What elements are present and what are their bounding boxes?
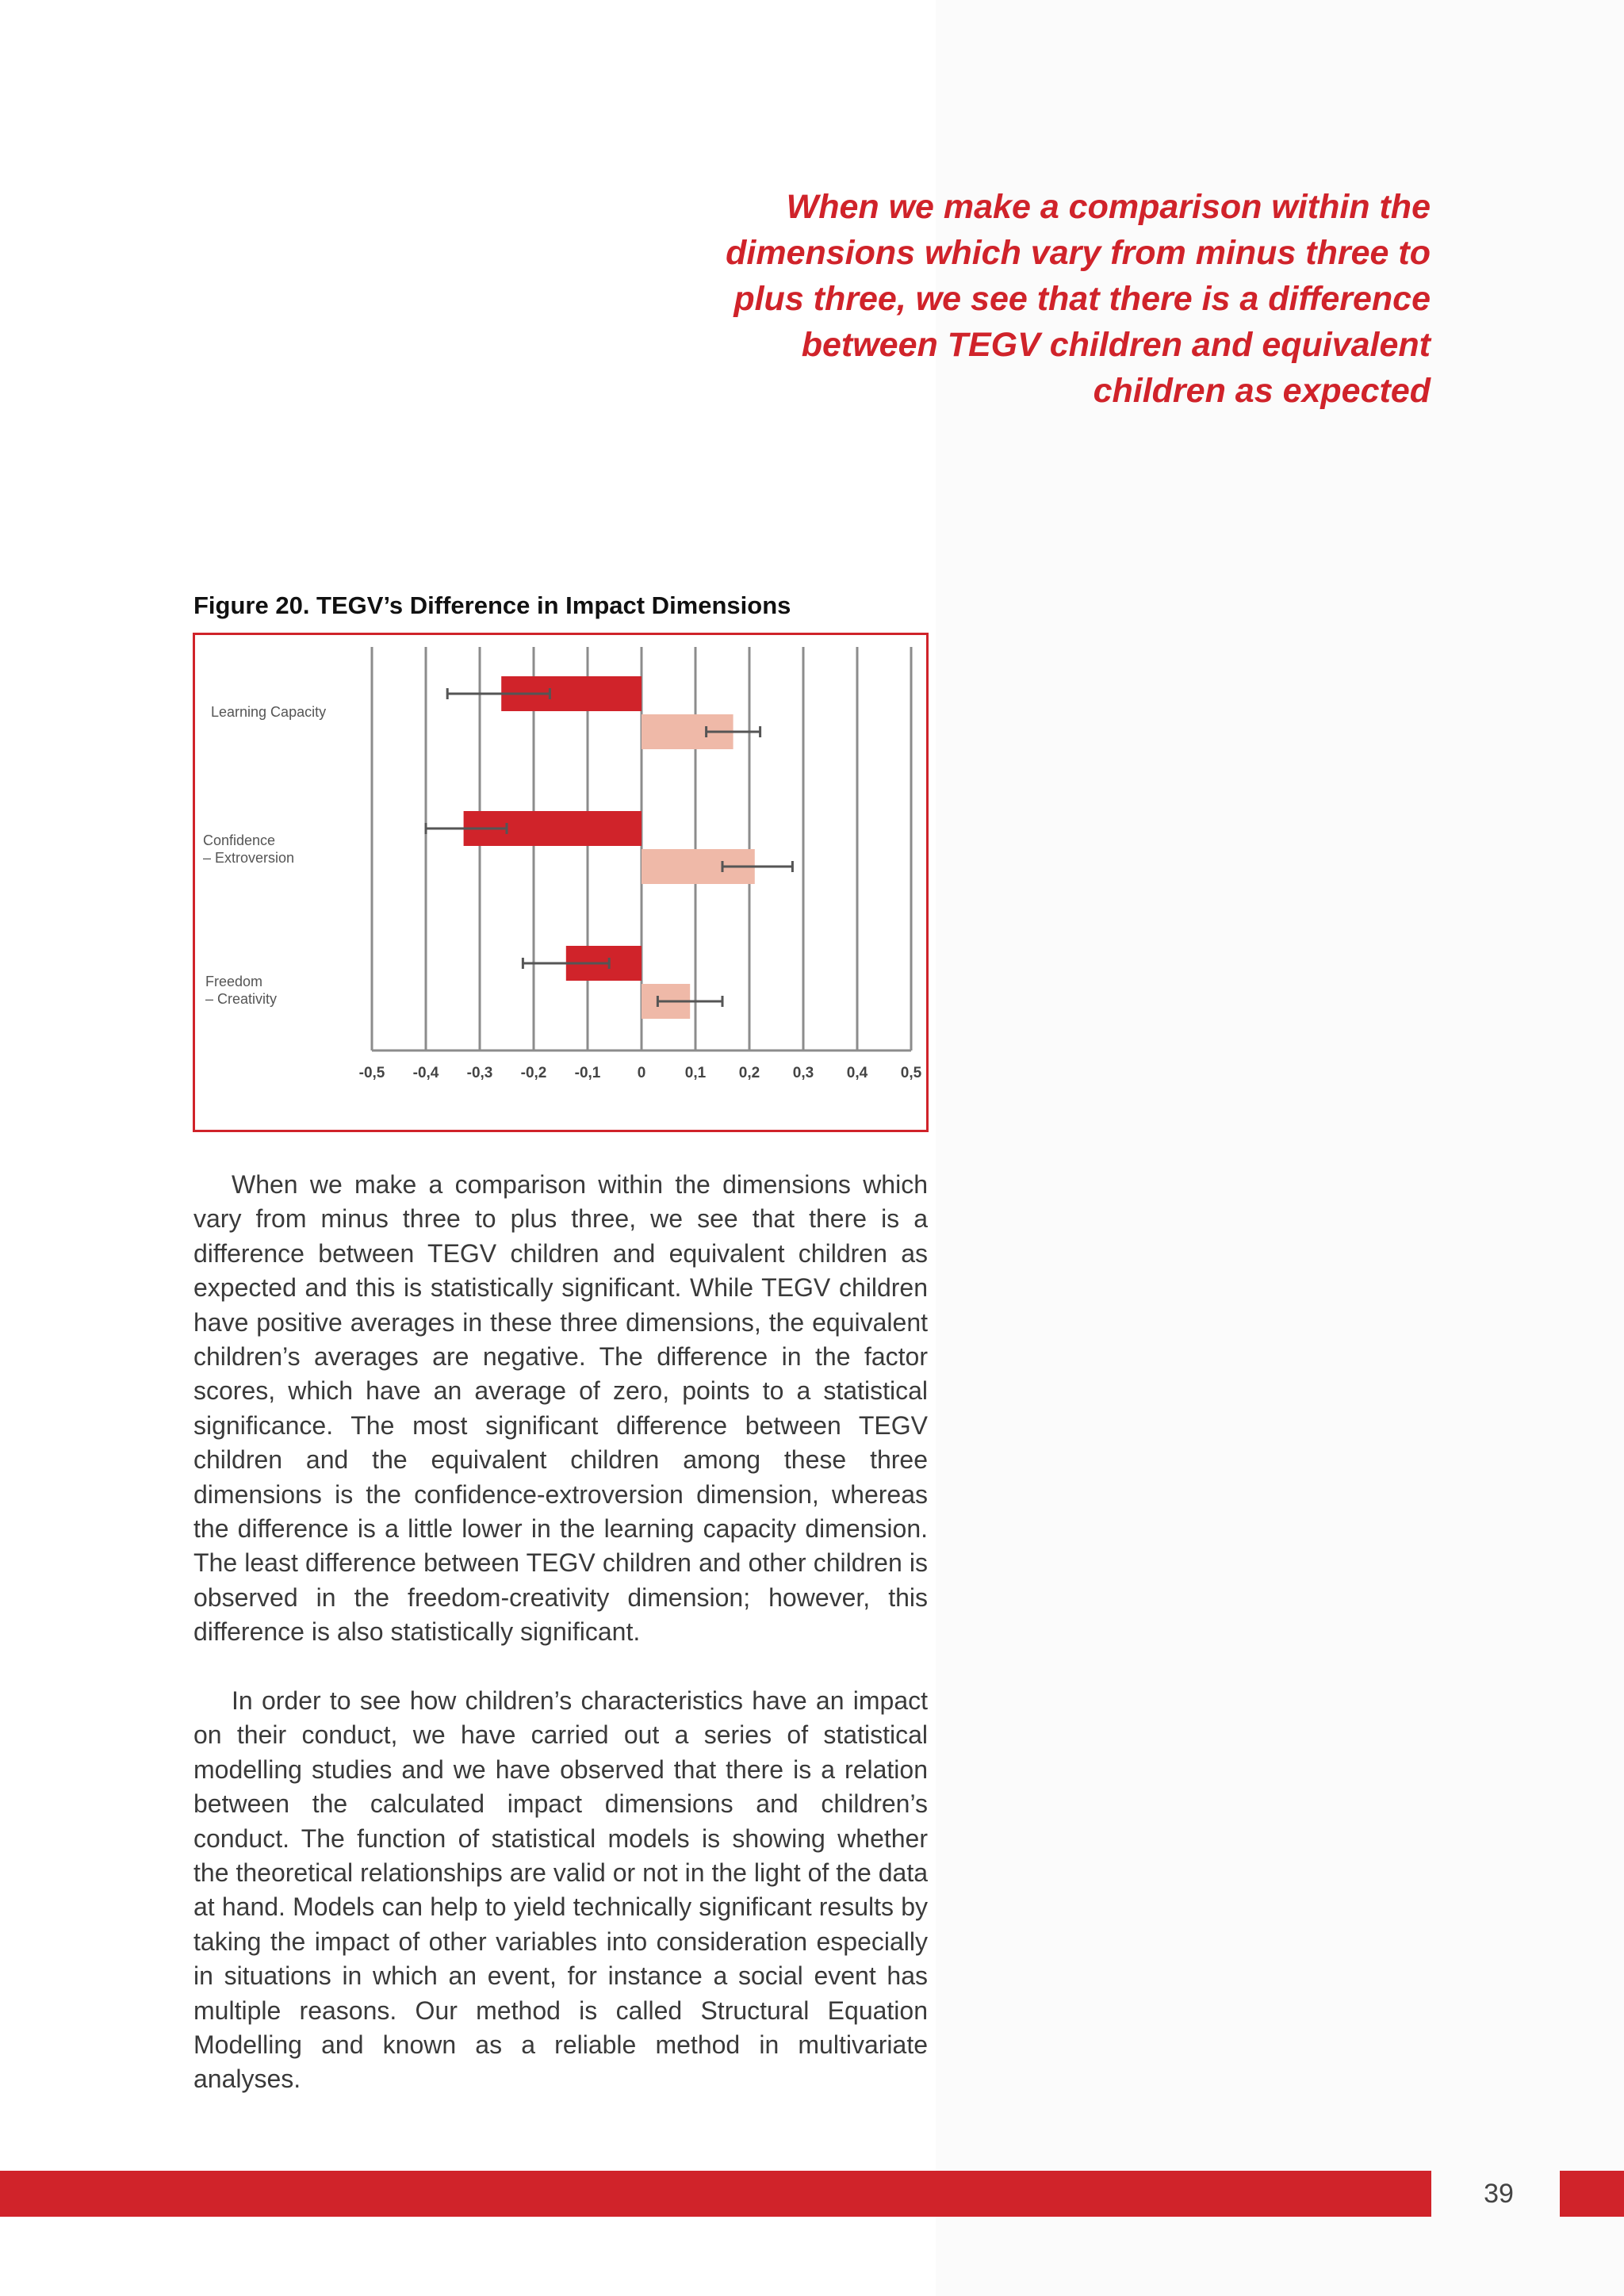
- x-tick-label: 0,4: [846, 1065, 868, 1081]
- x-tick-label: 0,5: [900, 1065, 922, 1081]
- x-tick-label: 0: [637, 1065, 646, 1081]
- category-label-line: Confidence: [203, 832, 276, 848]
- category-label-line: Learning Capacity: [211, 704, 327, 720]
- x-tick-label: -0,1: [574, 1065, 601, 1081]
- x-tick-label: 0,3: [792, 1065, 814, 1081]
- x-tick-label: 0,2: [738, 1065, 760, 1081]
- category-label: [211, 704, 326, 720]
- x-tick-label: -0,3: [466, 1065, 493, 1081]
- category-label: [203, 832, 294, 866]
- category-label-line: Freedom: [205, 974, 263, 989]
- figure-title: Figure 20. TEGV’s Difference in Impact Dimensions: [193, 591, 791, 619]
- x-tick-label: -0,2: [520, 1065, 547, 1081]
- category-label: [205, 974, 277, 1007]
- footer-bar: [0, 2171, 1431, 2217]
- body-paragraph-2: In order to see how children’s characteristics have an impact on their conduct, we have carried out a series of statistical modelling studies and we have observed that there is a relation between the calculated impact dimensions and children’s conduct. The function of statistical models is showing whether the theoretical relationships are valid or not in the light of the data at hand. Models can help to yield technically significant results by taking the impact of other variables into consideration especially in situations in which an event, for instance a social event has multiple reasons. Our method is called Structural Equation Modelling and known as a reliable method in multivariate analyses.: [193, 1686, 928, 2094]
- x-tick-label: 0,1: [684, 1065, 707, 1081]
- x-tick-label: -0,4: [412, 1065, 439, 1081]
- x-tick-label: -0,5: [358, 1065, 385, 1081]
- category-label-line: – Creativity: [205, 991, 278, 1007]
- body-paragraph-1: When we make a comparison within the dimensions which vary from minus three to plus three, we see that there is a difference between TEGV children and equivalent children as expected and this is statistically significant. While TEGV children have positive averages in these three dimensions, the equivalent children’s averages are negative. The difference in the factor scores, which have an average of zero, points to a statistical significance. The most significant difference between TEGV children and the equivalent children among these three dimensions is the confidence-extroversion dimension, whereas the difference is a little lower in the learning capacity dimension. The least difference between TEGV children and other children is observed in the freedom-creativity dimension; however, this difference is also statistically significant.: [193, 1170, 928, 1647]
- chart-frame: [193, 633, 929, 1132]
- pull-quote: When we make a comparison within the dimensions which vary from minus three to plus three, we see that there is a difference between TEGV children and equivalent children as expected: [726, 188, 1431, 410]
- page-number: 39: [1484, 2179, 1514, 2209]
- category-label-line: – Extroversion: [203, 850, 295, 866]
- footer-bar-end: [1560, 2171, 1624, 2217]
- impact-dimensions-chart: [195, 635, 926, 1130]
